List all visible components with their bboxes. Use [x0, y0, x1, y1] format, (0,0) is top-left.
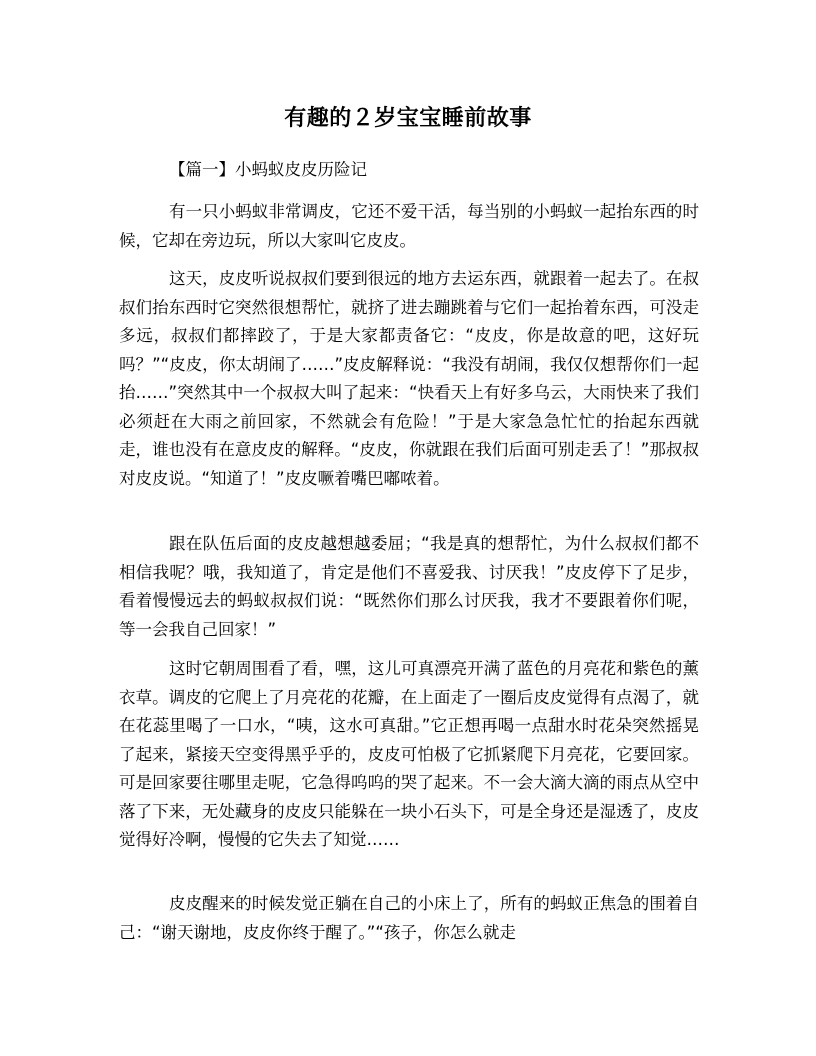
paragraph-4: 这时它朝周围看了看，嘿，这儿可真漂亮开满了蓝色的月亮花和紫色的薰衣草。调皮的它爬上了月亮花的花瓣，在上面走了一圈后皮皮觉得有点渴了，就在花蕊里喝了一口水，“咦，这水可真甜。”它正想再喝一点甜水时花朵突然摇晃了起来，紧接天空变得黑乎乎的，皮皮可怕极了它抓紧爬下月亮花，它要回家。可是回家要往哪里走呢，它急得呜呜的哭了起来。不一会大滴大滴的雨点从空中落了下来，无处藏身的皮皮只能躲在一块小石头下，可是全身还是湿透了，皮皮觉得好冷啊，慢慢的它失去了知觉…… [119, 659, 699, 849]
paragraph-5: 皮皮醒来的时候发觉正躺在自己的小床上了，所有的蚂蚁正焦急的围着自己：“谢天谢地，皮皮你终于醒了。”“孩子，你怎么就走 [119, 894, 699, 942]
section-heading: 【篇一】小蚂蚁皮皮历险记 [169, 160, 367, 179]
paragraph-2: 这天，皮皮听说叔叔们要到很远的地方去运东西，就跟着一起去了。在叔叔们抬东西时它突然很想帮忙，就挤了进去蹦跳着与它们一起抬着东西，可没走多远，叔叔们都摔跤了，于是大家都责备它：“皮皮，你是故意的吧，这好玩吗？”“皮皮，你太胡闹了……”皮皮解释说：“我没有胡闹，我仅仅想帮你们一起抬……”突然其中一个叔叔大叫了起来：“快看天上有好多乌云，大雨快来了我们必须赶在大雨之前回家，不然就会有危险！”于是大家急急忙忙的抬起东西就走，谁也没有在意皮皮的解释。“皮皮，你就跟在我们后面可别走丢了！”那叔叔对皮皮说。“知道了！”皮皮噘着嘴巴嘟哝着。 [119, 269, 699, 488]
document-title: 有趣的２岁宝宝睡前故事 [284, 106, 532, 131]
paragraph-1: 有一只小蚂蚁非常调皮，它还不爱干活，每当别的小蚂蚁一起抬东西的时候，它却在旁边玩，所以大家叫它皮皮。 [119, 202, 699, 250]
paragraph-3: 跟在队伍后面的皮皮越想越委屈；“我是真的想帮忙，为什么叔叔们都不相信我呢？哦，我知道了，肯定是他们不喜爱我、讨厌我！”皮皮停下了足步，看着慢慢远去的蚂蚁叔叔们说：“既然你们那么讨厌我，我才不要跟着你们呢，等一会我自己回家！” [119, 534, 699, 639]
